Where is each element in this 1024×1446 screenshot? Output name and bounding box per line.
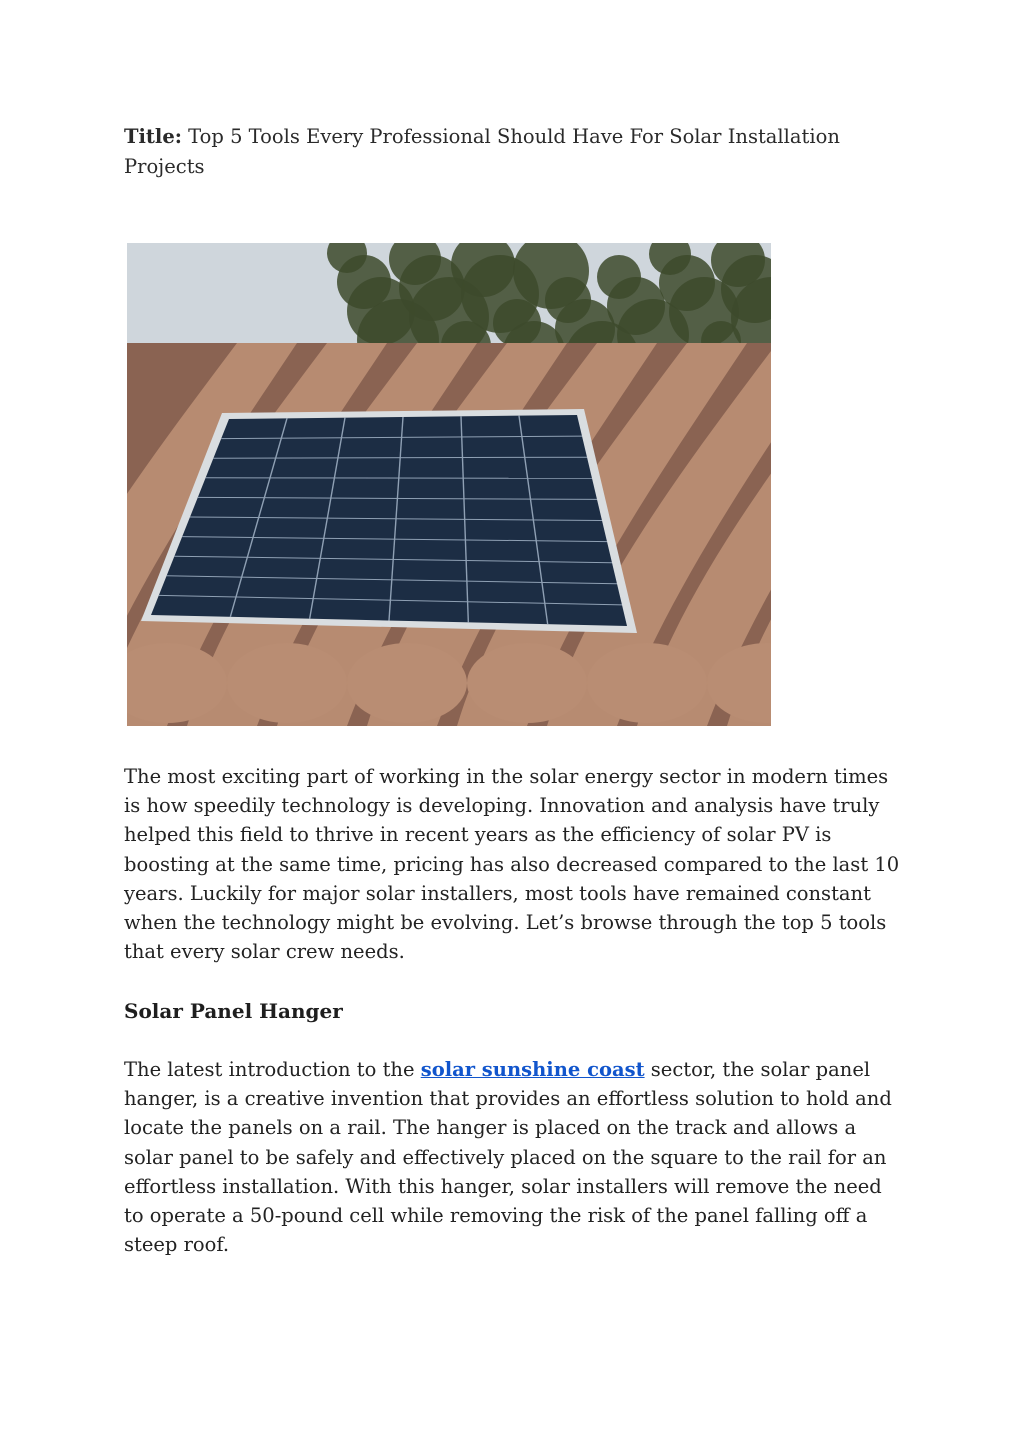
solar-panel-photo [127, 243, 771, 726]
title-label: Title: [124, 125, 182, 148]
panel-grid-line [206, 478, 592, 479]
title-text: Top 5 Tools Every Professional Should Have For Solar Installation Projects [124, 125, 840, 178]
solar-sunshine-coast-link[interactable]: solar sunshine coast [420, 1058, 645, 1081]
intro-paragraph: The most exciting part of working in the solar energy sector in modern times is how speedily technology is developing. Innovation and analysis have truly helped this field to thrive in recent years as the efficiency of solar PV is boosting at the same time, pricing has also decreased compared to the last 10 years. Luckily for major solar installers, most tools have remained constant when the technology might be evolving. Let’s browse through the top 5 tools that every solar crew needs. [124, 765, 900, 964]
hanger-text-after: sector, the solar panel hanger, is a creative invention that provides an effortless solution to hold and locate the panels on a rail. The hanger is placed on the track and allows a solar panel to be safely and effectively placed on the square to the rail for an effortless installation. With this hanger, solar installers will remove the need to operate a 50-pound cell while removing the risk of the panel falling off a steep roof. [124, 1058, 892, 1257]
solar-panel-illustration [127, 243, 771, 726]
section-heading: Solar Panel Hanger [124, 999, 343, 1023]
document-title [124, 122, 884, 182]
hanger-text-before: The latest introduction to the [124, 1058, 421, 1081]
roof-tile-front [467, 643, 587, 723]
roof-tile-front [587, 643, 707, 723]
roof-tile-front [227, 643, 347, 723]
roof-tile-front [347, 643, 467, 723]
hanger-paragraph [124, 1055, 904, 1259]
